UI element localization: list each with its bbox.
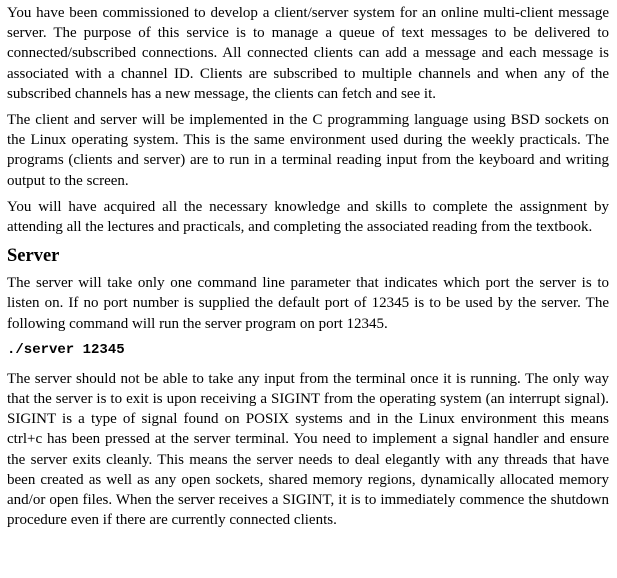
intro-paragraph-3: You will have acquired all the necessary knowledge and skills to complete the assignment by attending all the lectures and practicals, and completing the associated reading from the textbook. [7, 198, 609, 236]
intro-paragraph-1: You have been commissioned to develop a client/server system for an online multi-client message server. The purpose of this service is to manage a queue of text messages to be delivered to connected/subscribed connections. All connected clients can add a message and each message is associated with a channel ID. Clients are subscribed to multiple channels and when any of the subscribed channels has a new message, the clients can fetch and see it. [7, 5, 609, 102]
server-paragraph-1: The server will take only one command line parameter that indicates which port the server is to listen on. If no port number is supplied the default port of 12345 is to be used by the server. The following command will run the server program on port 12345. [7, 275, 609, 332]
intro-paragraph-2: The client and server will be implemented in the C programming language using BSD sockets on the Linux operating system. This is the same environment used during the weekly practicals. The programs (clients and server) are to run in a terminal reading input from the keyboard and writing output to the screen. [7, 112, 609, 189]
server-command: ./server 12345 [7, 341, 125, 358]
document-page [7, 0, 609, 536]
server-paragraph-2: The server should not be able to take any input from the terminal once it is running. The only way that the server is to exit is upon receiving a SIGINT from the operating system (an interrupt signal). SIGINT is a type of signal found on POSIX systems and in the Linux environment this means ctrl+c has been pressed at the server terminal. You need to implement a signal handler and ensure the server exits cleanly. This means the server needs to deal elegantly with any threads that have been created as well as any open sockets, shared memory regions, dynamically allocated memory and/or open files. When the server receives a SIGINT, it is to immediately commence the shutdown procedure even if there are currently connected clients. [7, 370, 609, 529]
server-heading: Server [7, 246, 60, 267]
